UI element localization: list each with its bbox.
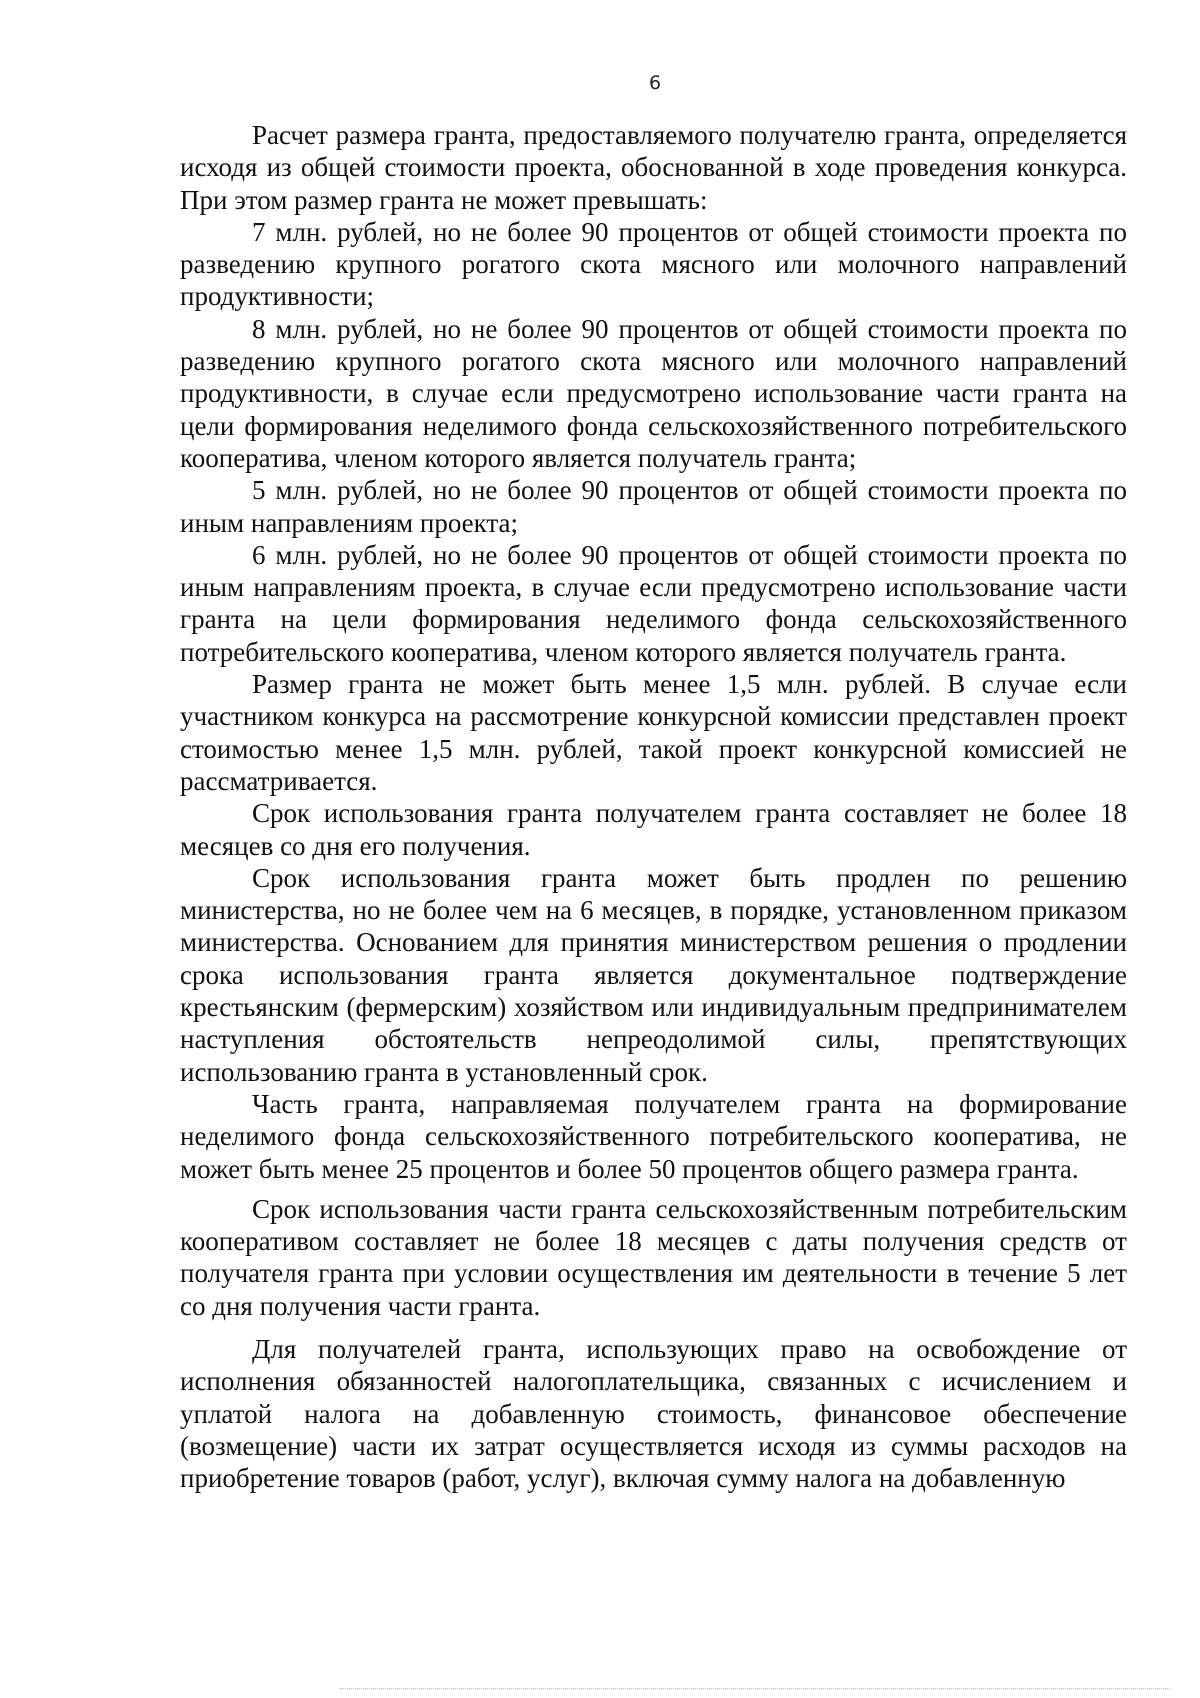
- paragraph-limit-7-mln: 7 млн. рублей, но не более 90 процентов от общей стоимости проекта по разведению крупного рогатого скота мясного или молочного направлений продуктивности;: [180, 216, 1127, 312]
- document-body: [180, 119, 1127, 1494]
- paragraph-grant-calculation: Расчет размера гранта, предоставляемого получателю гранта, определяется исходя из общей стоимости проекта, обоснованной в ходе проведения конкурса. При этом размер гранта не может превышать:: [180, 120, 1127, 215]
- paragraph-usage-term: Срок использования гранта получателем гранта составляет не более 18 месяцев со дня его получения.: [180, 798, 1127, 861]
- paragraph-cooperative-usage-term: Срок использования части гранта сельскохозяйственным потребительским кооперативом составляет не более 18 месяцев с даты получения средств от получателя гранта при условии осуществления им деятельности в течение 5 лет со дня получения части гранта.: [180, 1193, 1127, 1321]
- paragraph-indivisible-fund-share: Часть гранта, направляемая получателем гранта на формирование неделимого фонда сельскохозяйственного потребительского кооператива, не может быть менее 25 процентов и более 50 процентов общего размера гранта.: [180, 1088, 1127, 1184]
- paragraph-limit-5-mln: 5 млн. рублей, но не более 90 процентов от общей стоимости проекта по иным направлениям проекта;: [180, 475, 1127, 538]
- paragraph-minimum-grant: Размер гранта не может быть менее 1,5 млн. рублей. В случае если участником конкурса на рассмотрение конкурсной комиссии представлен проект стоимостью менее 1,5 млн. рублей, такой проект конкурсной комиссией не рассматривается.: [180, 669, 1127, 796]
- paragraph-vat-exemption: Для получателей гранта, использующих право на освобождение от исполнения обязанностей налогоплательщика, связанных с исчислением и уплатой налога на добавленную стоимость, финансовое обеспечение (возмещение) части их затрат осуществляется исходя из суммы расходов на приобретение товаров (работ, услуг), включая сумму налога на добавленную: [180, 1333, 1127, 1494]
- paragraph-term-extension: Срок использования гранта может быть продлен по решению министерства, но не более чем на 6 месяцев, в порядке, установленном приказом министерства. Основанием для принятия министерством решения о продлении срока использования гранта является документальное подтверждение крестьянским (фермерским) хозяйством или индивидуальным предпринимателем наступления обстоятельств непреодолимой силы, препятствующих использованию гранта в установленный срок.: [180, 862, 1127, 1087]
- bottom-scan-edge: [340, 1688, 1170, 1689]
- paragraph-limit-6-mln: 6 млн. рублей, но не более 90 процентов от общей стоимости проекта по иным направлениям проекта, в случае если предусмотрено использование части гранта на цели формирования неделимого фонда сельскохозяйственного потребительского кооператива, членом которого является получатель гранта.: [180, 539, 1127, 667]
- page-number: 6: [648, 72, 662, 94]
- paragraph-limit-8-mln: 8 млн. рублей, но не более 90 процентов от общей стоимости проекта по разведению крупного рогатого скота мясного или молочного направлений продуктивности, в случае если предусмотрено использование части гранта на цели формирования неделимого фонда сельскохозяйственного потребительского кооператива, членом которого является получатель гранта;: [180, 313, 1127, 473]
